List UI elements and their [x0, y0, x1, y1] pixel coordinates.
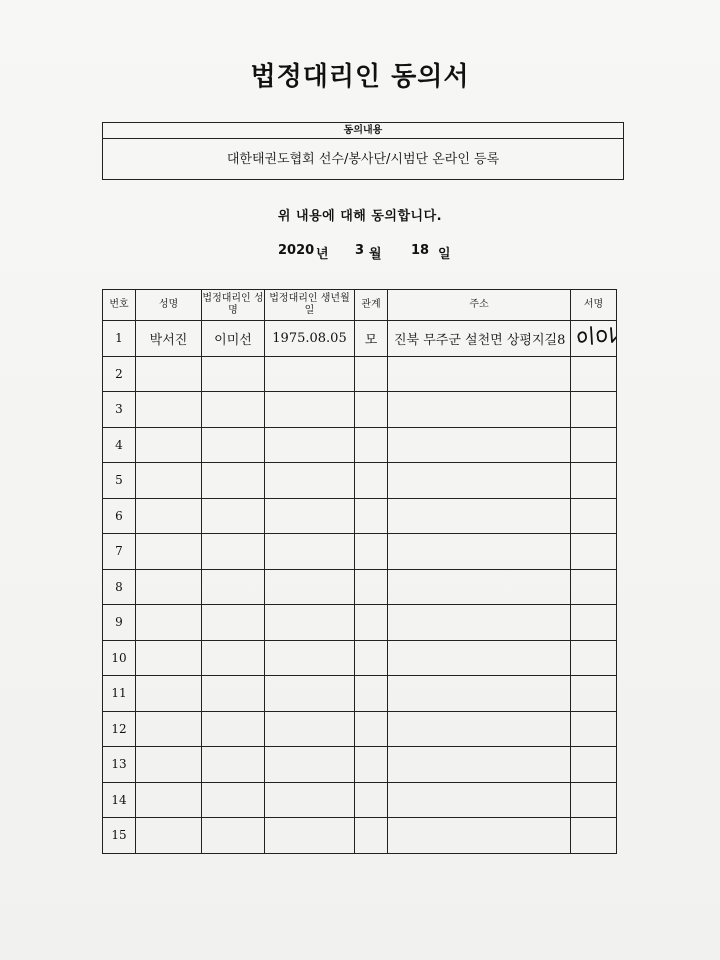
cell-signature — [571, 534, 617, 570]
cell-guardian-name — [202, 569, 265, 605]
cell-signature — [571, 569, 617, 605]
date-day: 18 — [411, 243, 430, 258]
cell-no: 12 — [103, 711, 136, 747]
cell-relation — [355, 818, 388, 854]
cell-relation — [355, 534, 388, 570]
cell-name — [136, 392, 202, 428]
cell-name — [136, 463, 202, 499]
cell-signature — [571, 463, 617, 499]
table-row — [103, 676, 617, 712]
header-relation: 관계 — [355, 290, 388, 321]
cell-name: 박서진 — [136, 321, 202, 357]
cell-no: 9 — [103, 605, 136, 641]
cell-address — [388, 427, 571, 463]
cell-signature — [571, 818, 617, 854]
date-year-unit: 년 — [316, 247, 329, 262]
table-row — [103, 463, 617, 499]
cell-guardian-birth — [265, 818, 355, 854]
cell-guardian-name — [202, 711, 265, 747]
cell-signature — [571, 356, 617, 392]
cell-name — [136, 818, 202, 854]
cell-no: 8 — [103, 569, 136, 605]
cell-address — [388, 640, 571, 676]
table-row — [103, 356, 617, 392]
cell-guardian-birth — [265, 427, 355, 463]
cell-address — [388, 747, 571, 783]
cell-guardian-birth — [265, 640, 355, 676]
cell-guardian-birth — [265, 534, 355, 570]
cell-relation — [355, 356, 388, 392]
cell-no: 11 — [103, 676, 136, 712]
cell-name — [136, 605, 202, 641]
cell-guardian-name — [202, 392, 265, 428]
cell-signature — [571, 392, 617, 428]
cell-no: 3 — [103, 392, 136, 428]
guardian-table — [102, 289, 617, 854]
header-signature: 서명 — [571, 290, 617, 321]
cell-no: 7 — [103, 534, 136, 570]
cell-guardian-name — [202, 782, 265, 818]
table-row — [103, 818, 617, 854]
date-month-unit: 월 — [369, 247, 382, 262]
consent-body: 대한태권도협회 선수/봉사단/시범단 온라인 등록 — [226, 152, 500, 167]
cell-name — [136, 356, 202, 392]
table-row — [103, 605, 617, 641]
table-row — [103, 321, 617, 357]
cell-guardian-name — [202, 498, 265, 534]
cell-no: 2 — [103, 356, 136, 392]
table-row — [103, 498, 617, 534]
cell-guardian-name — [202, 427, 265, 463]
cell-guardian-birth — [265, 569, 355, 605]
cell-signature — [571, 782, 617, 818]
header-address: 주소 — [388, 290, 571, 321]
cell-relation — [355, 463, 388, 499]
cell-relation — [355, 392, 388, 428]
cell-guardian-name — [202, 818, 265, 854]
cell-name — [136, 711, 202, 747]
header-no: 번호 — [103, 290, 136, 321]
cell-name — [136, 747, 202, 783]
cell-relation — [355, 569, 388, 605]
cell-signature — [571, 498, 617, 534]
cell-relation — [355, 676, 388, 712]
cell-guardian-birth — [265, 711, 355, 747]
header-guardian-birth: 법정대리인 생년월일 — [265, 290, 355, 321]
table-row — [103, 392, 617, 428]
cell-no: 15 — [103, 818, 136, 854]
cell-signature — [571, 640, 617, 676]
cell-relation — [355, 498, 388, 534]
cell-guardian-name — [202, 676, 265, 712]
cell-relation — [355, 747, 388, 783]
table-row — [103, 569, 617, 605]
cell-name — [136, 498, 202, 534]
document-title: 법정대리인 동의서 — [250, 62, 470, 92]
table-row — [103, 782, 617, 818]
cell-guardian-name — [202, 356, 265, 392]
cell-name — [136, 676, 202, 712]
cell-guardian-birth — [265, 747, 355, 783]
cell-guardian-name — [202, 605, 265, 641]
consent-box — [102, 122, 624, 180]
cell-relation — [355, 711, 388, 747]
cell-name — [136, 782, 202, 818]
cell-signature — [571, 711, 617, 747]
cell-relation — [355, 640, 388, 676]
cell-signature — [571, 427, 617, 463]
table-row — [103, 747, 617, 783]
cell-signature — [571, 747, 617, 783]
cell-guardian-birth: 1975.08.05 — [265, 321, 355, 357]
cell-name — [136, 640, 202, 676]
cell-address — [388, 534, 571, 570]
cell-signature — [571, 676, 617, 712]
cell-no: 13 — [103, 747, 136, 783]
cell-address — [388, 711, 571, 747]
cell-guardian-name — [202, 640, 265, 676]
cell-signature — [571, 605, 617, 641]
cell-relation — [355, 605, 388, 641]
cell-guardian-birth — [265, 463, 355, 499]
cell-no: 10 — [103, 640, 136, 676]
handwritten-signature-image — [573, 321, 617, 354]
cell-guardian-birth — [265, 356, 355, 392]
table-row — [103, 640, 617, 676]
cell-guardian-name — [202, 463, 265, 499]
header-guardian-name: 법정대리인 성명 — [202, 290, 265, 321]
cell-no: 14 — [103, 782, 136, 818]
date-year: 2020 — [278, 243, 315, 258]
table-row — [103, 427, 617, 463]
date-month: 3 — [355, 243, 365, 258]
cell-guardian-name — [202, 534, 265, 570]
cell-address — [388, 356, 571, 392]
header-name: 성명 — [136, 290, 202, 321]
cell-guardian-birth — [265, 605, 355, 641]
cell-address — [388, 569, 571, 605]
cell-no: 4 — [103, 427, 136, 463]
cell-relation — [355, 782, 388, 818]
cell-no: 5 — [103, 463, 136, 499]
cell-address — [388, 782, 571, 818]
consent-header: 동의내용 — [103, 123, 623, 139]
cell-address — [388, 498, 571, 534]
cell-guardian-birth — [265, 392, 355, 428]
cell-address — [388, 676, 571, 712]
cell-guardian-birth — [265, 782, 355, 818]
cell-name — [136, 534, 202, 570]
cell-name — [136, 569, 202, 605]
cell-address — [388, 392, 571, 428]
cell-guardian-name: 이미선 — [202, 321, 265, 357]
cell-address: 진북 무주군 설천면 상평지길8 — [388, 321, 571, 357]
cell-relation — [355, 427, 388, 463]
cell-no: 6 — [103, 498, 136, 534]
cell-guardian-birth — [265, 676, 355, 712]
table-row — [103, 534, 617, 570]
cell-relation: 모 — [355, 321, 388, 357]
cell-guardian-name — [202, 747, 265, 783]
cell-signature — [571, 321, 617, 357]
cell-guardian-birth — [265, 498, 355, 534]
cell-address — [388, 463, 571, 499]
date-day-unit: 일 — [438, 247, 451, 262]
cell-address — [388, 605, 571, 641]
table-header-row — [103, 290, 617, 321]
cell-name — [136, 427, 202, 463]
table-row — [103, 711, 617, 747]
cell-address — [388, 818, 571, 854]
agree-statement: 위 내용에 대해 동의합니다. — [277, 209, 443, 224]
cell-no: 1 — [103, 321, 136, 357]
